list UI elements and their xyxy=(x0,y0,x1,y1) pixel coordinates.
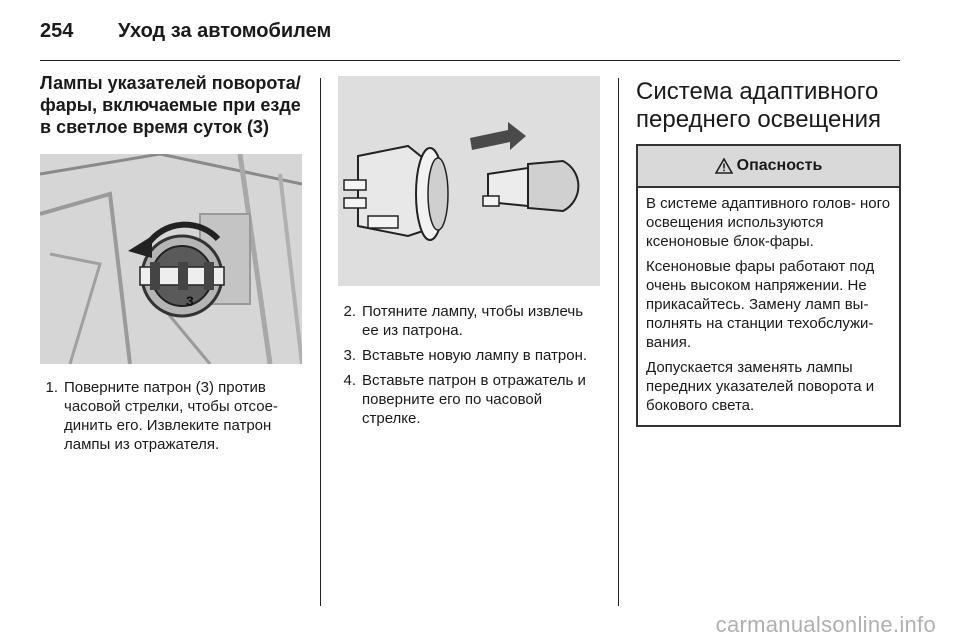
section-heading-adaptive-lighting: Система адаптивного переднего освещения xyxy=(636,78,882,133)
steps-list-2 xyxy=(338,302,603,428)
warning-triangle-icon xyxy=(715,158,733,174)
column-3 xyxy=(636,70,901,427)
warning-body xyxy=(638,188,899,425)
step-text: Вставьте новую лампу в патрон. xyxy=(362,347,588,364)
step-item xyxy=(338,302,603,340)
page-number: 254 xyxy=(40,20,74,42)
chapter-title: Уход за автомобилем xyxy=(118,20,332,42)
header-divider xyxy=(40,60,900,61)
warning-paragraph: Допускается заменять лампы передних указателей поворота и бокового света. xyxy=(646,359,875,414)
figure-bulb-socket-rotation xyxy=(40,154,302,364)
step-text: Вставьте патрон в отражатель и поверните его по часовой стрелке. xyxy=(362,372,586,427)
warning-paragraph: Ксеноновые фары работают под очень высоком напряжении. Не прикасайтесь. Замену ламп вы- полнять на станции техобслужи- вания. xyxy=(646,258,875,351)
column-divider-left xyxy=(320,78,321,606)
step-number: 3. xyxy=(343,347,356,364)
step-item xyxy=(338,371,603,428)
warning-header xyxy=(638,146,899,188)
step-number: 2. xyxy=(343,303,356,320)
step-item xyxy=(40,378,305,454)
steps-list-1 xyxy=(40,378,305,454)
bulb-removal-illustration xyxy=(338,76,600,286)
figure-callout: 3 xyxy=(186,293,194,309)
headlamp-illustration xyxy=(40,154,302,364)
step-item xyxy=(338,346,603,365)
warning-box xyxy=(636,144,901,427)
column-1 xyxy=(40,70,305,460)
figure-bulb-removal xyxy=(338,76,600,286)
warning-paragraph: В системе адаптивного голов- ного освещения используются ксеноновые блок-фары. xyxy=(646,195,891,250)
step-number: 4. xyxy=(343,372,356,389)
step-number: 1. xyxy=(45,379,58,396)
column-divider-right xyxy=(618,78,619,606)
watermark: carmanualsonline.info xyxy=(715,612,936,637)
warning-title: Опасность xyxy=(736,157,823,174)
step-text: Поверните патрон (3) против часовой стрелки, чтобы отсое- динить его. Извлеките патрон лампы из отражателя. xyxy=(64,379,278,453)
page-header xyxy=(40,12,900,48)
step-text: Потяните лампу, чтобы извлечь ее из патрона. xyxy=(362,303,584,339)
section-heading-turn-signal: Лампы указателей поворота/ фары, включаемые при езде в светлое время суток (3) xyxy=(40,73,301,137)
column-2 xyxy=(338,70,603,434)
